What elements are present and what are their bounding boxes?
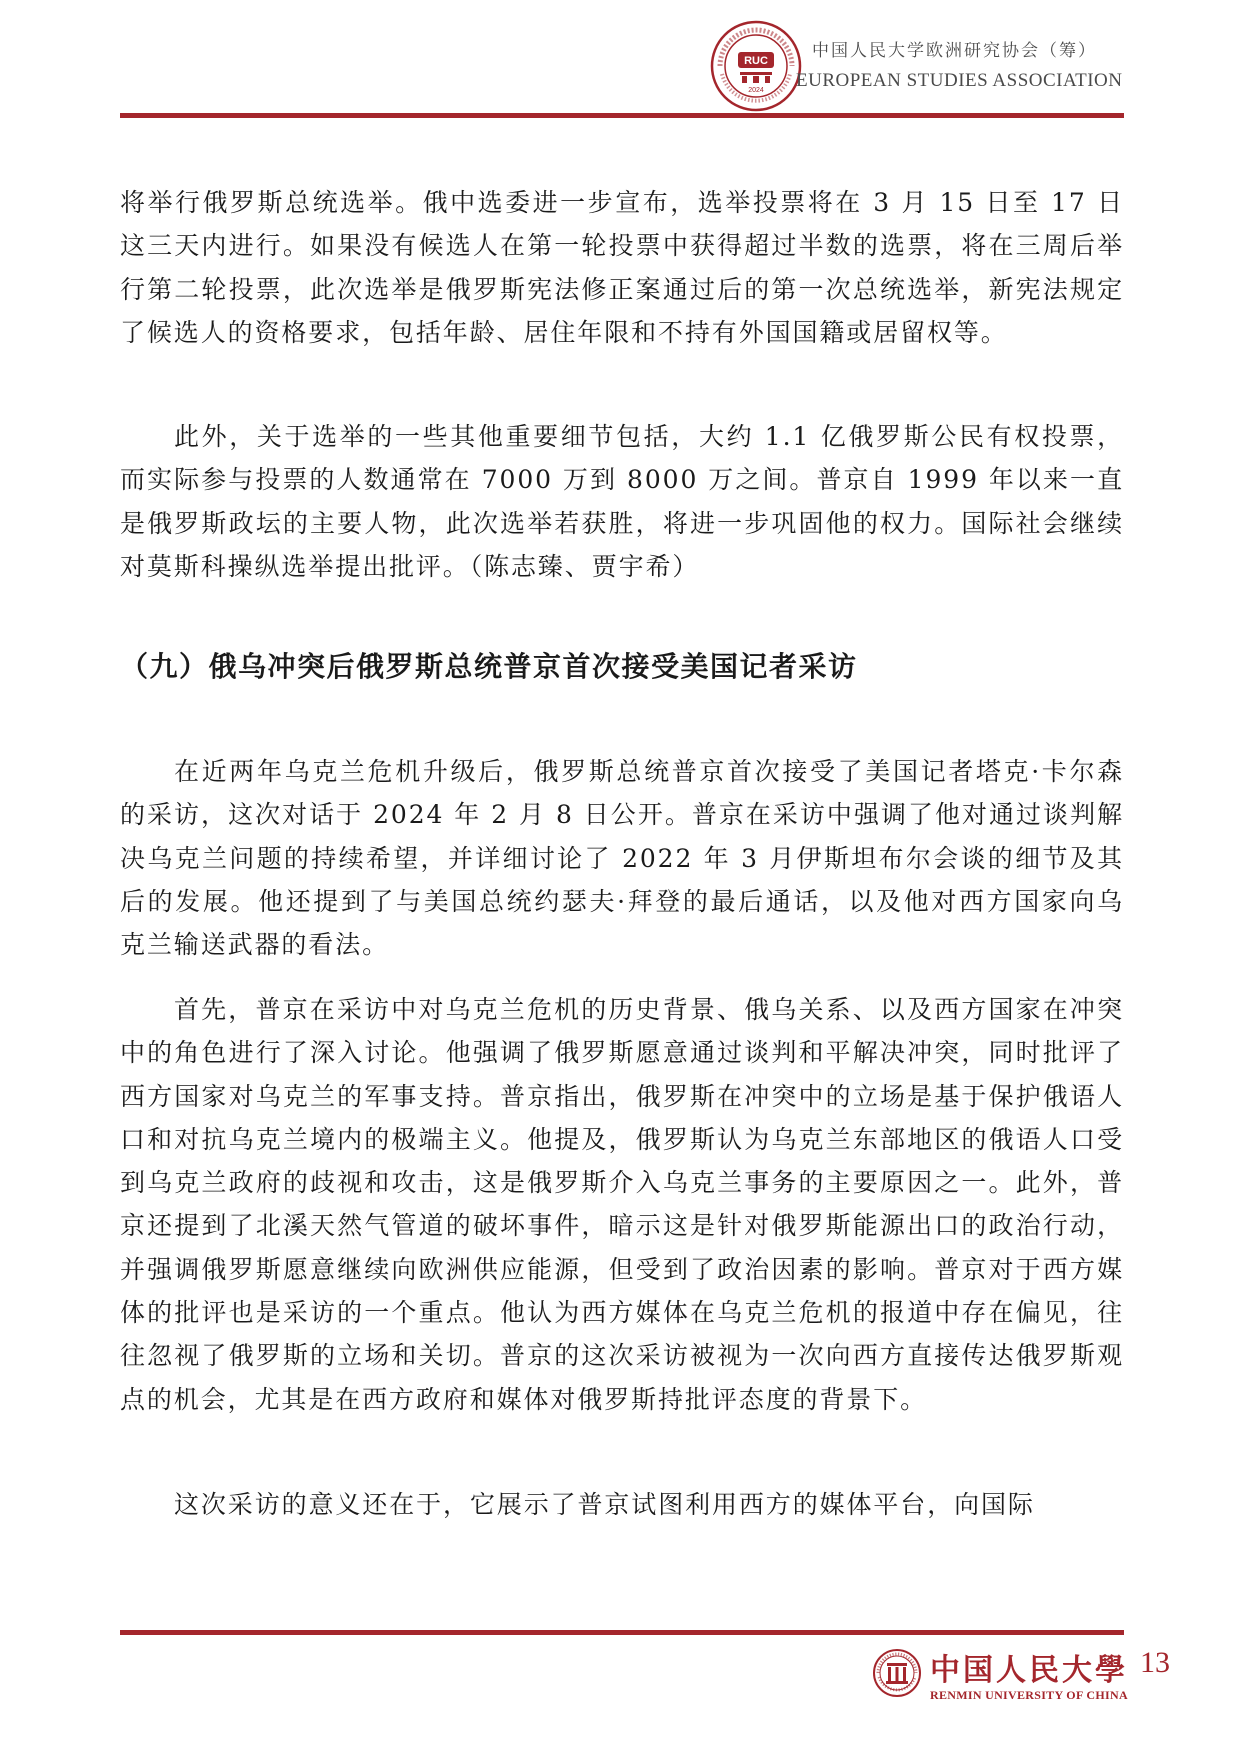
paragraph-interview-significance: 这次采访的意义还在于，它展示了普京试图利用西方的媒体平台，向国际 [174, 1490, 1035, 1519]
header-divider [120, 113, 1124, 118]
paragraph-election-details: 此外，关于选举的一些其他重要细节包括，大约 1.1 亿俄罗斯公民有权投票，而实际参与投票的人数通常在 7000 万到 8000 万之间。普京自 1999 年以来一直是俄罗斯政坛的主要人物，此次选举若获胜，将进一步巩固他的权力。国际社会继续对莫斯科操纵选举提出批评。（陈志臻、贾宇希） [120, 422, 1124, 581]
association-seal-icon [710, 20, 802, 112]
association-name-cn: 中国人民大学欧洲研究协会（筹） [812, 41, 1097, 61]
association-name-en: EUROPEAN STUDIES ASSOCIATION [796, 70, 1123, 91]
page-number: 13 [1140, 1646, 1170, 1679]
university-name-en: RENMIN UNIVERSITY OF CHINA [930, 1688, 1128, 1702]
footer-divider [120, 1630, 1124, 1635]
paragraph-interview-content: 首先，普京在采访中对乌克兰危机的历史背景、俄乌关系、以及西方国家在冲突中的角色进行了深入讨论。他强调了俄罗斯愿意通过谈判和平解决冲突，同时批评了西方国家对乌克兰的军事支持。普京指出，俄罗斯在冲突中的立场是基于保护俄语人口和对抗乌克兰境内的极端主义。他提及，俄罗斯认为乌克兰东部地区的俄语人口受到乌克兰政府的歧视和攻击，这是俄罗斯介入乌克兰事务的主要原因之一。此外，普京还提到了北溪天然气管道的破坏事件，暗示这是针对俄罗斯能源出口的政治行动，并强调俄罗斯愿意继续向欧洲供应能源，但受到了政治因素的影响。普京对于西方媒体的批评也是采访的一个重点。他认为西方媒体在乌克兰危机的报道中存在偏见，往往忽视了俄罗斯的立场和关切。普京的这次采访被视为一次向西方直接传达俄罗斯观点的机会，尤其是在西方政府和媒体对俄罗斯持批评态度的背景下。 [120, 995, 1124, 1414]
paragraph-election-dates: 将举行俄罗斯总统选举。俄中选委进一步宣布，选举投票将在 3 月 15 日至 17 日这三天内进行。如果没有候选人在第一轮投票中获得超过半数的选票，将在三周后举行第二轮投票，此次选举是俄罗斯宪法修正案通过后的第一次总统选举，新宪法规定了候选人的资格要求，包括年龄、居住年限和不持有外国国籍或居留权等。 [120, 188, 1124, 347]
section-heading: （九）俄乌冲突后俄罗斯总统普京首次接受美国记者采访 [120, 650, 858, 683]
svg-text:RUC: RUC [744, 55, 768, 67]
association-logo [710, 20, 802, 112]
university-logo [872, 1648, 922, 1698]
paragraph-interview-intro: 在近两年乌克兰危机升级后，俄罗斯总统普京首次接受了美国记者塔克·卡尔森的采访，这次对话于 2024 年 2 月 8 日公开。普京在采访中强调了他对通过谈判解决乌克兰问题的持续希望，并详细讨论了 2022 年 3 月伊斯坦布尔会谈的细节及其后的发展。他还提到了与美国总统约瑟夫·拜登的最后通话，以及他对西方国家向乌克兰输送武器的看法。 [120, 757, 1124, 960]
svg-text:2024: 2024 [748, 87, 764, 94]
university-name-cn: 中国人民大學 [930, 1653, 1128, 1688]
university-seal-icon [872, 1648, 922, 1698]
